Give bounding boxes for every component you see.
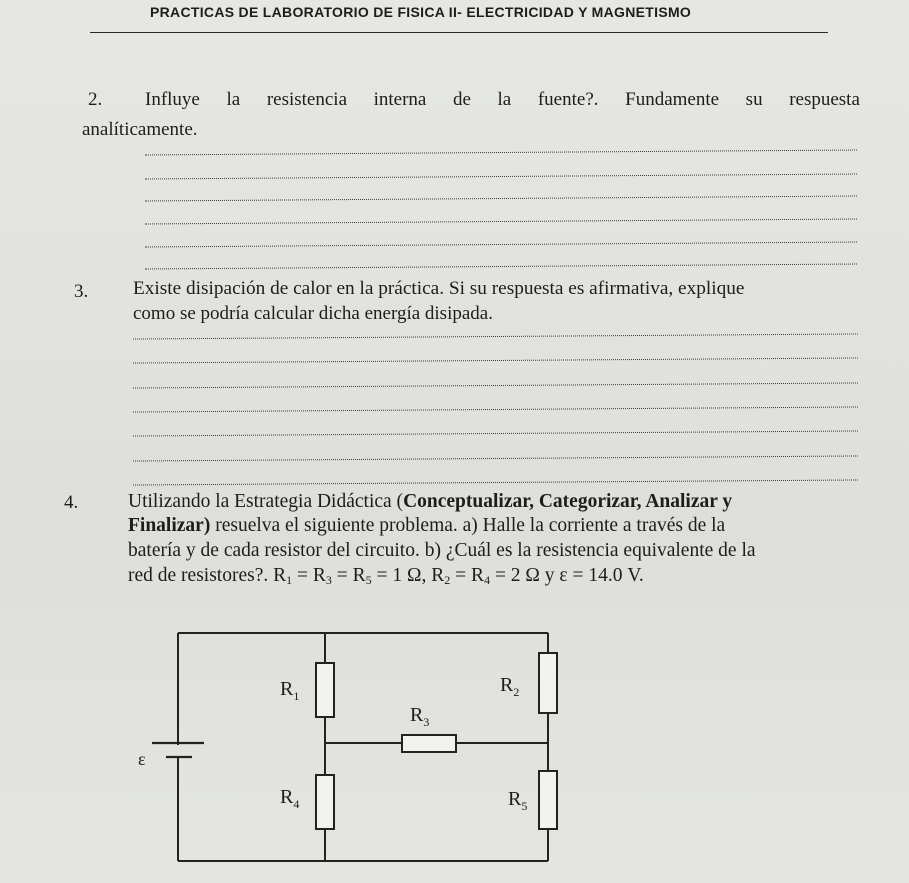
q4-text-line4 [128, 564, 644, 592]
q4-number: 4. [64, 492, 79, 513]
answer-line [133, 430, 858, 436]
label-r1: $R_1$ [280, 678, 300, 703]
page-header-title: PRACTICAS DE LABORATORIO DE FISICA II- ELECTRICIDAD Y MAGNETISMO [150, 4, 692, 20]
answer-line [133, 333, 858, 339]
circuit-diagram [130, 625, 570, 865]
label-r2: $R_2$ [500, 674, 520, 699]
q2-word: interna [373, 89, 427, 110]
resistor-r5 [539, 771, 557, 829]
q4-line2-bold: Finalizar) [128, 515, 211, 536]
resistor-r4 [316, 775, 334, 829]
label-r4: $R_4$ [280, 786, 300, 811]
q4-text-line1 [128, 490, 732, 514]
resistor-r3 [402, 735, 456, 752]
q4-text-line2 [128, 514, 725, 538]
header-rule [90, 32, 828, 33]
answer-line [133, 455, 858, 461]
resistor-r1 [316, 663, 334, 717]
q2-word: la [226, 89, 241, 110]
answer-line [145, 196, 857, 202]
answer-line [145, 242, 857, 248]
q3-text-line1: Existe disipación de calor en la práctica. Si su respuesta es afirmativa, explique [133, 278, 745, 299]
answer-line [145, 150, 857, 156]
answer-line [145, 219, 857, 225]
answer-line [145, 264, 857, 270]
answer-line [145, 174, 857, 180]
q2-word: respuesta [789, 89, 860, 110]
label-emf: ε [138, 749, 146, 769]
q4-resistor-values: $R_1 = R_3 = R_5 = 1$ Ω, $R_2 = R_4 = 2$ Ω y ε = 14.0 V. [273, 565, 644, 587]
resistor-r2 [539, 653, 557, 713]
q2-word: Influye [145, 89, 200, 110]
q2-text-line1 [145, 88, 860, 112]
answer-line [133, 357, 858, 363]
answer-line [133, 382, 858, 388]
q4-line4-pre: red de resistores?. [128, 565, 274, 586]
q4-line2-rest: resuelva el siguiente problema. a) Halle la corriente a través de la [210, 515, 726, 536]
answer-line [133, 406, 858, 412]
q4-line1-pre: Utilizando la Estrategia Didáctica ( [128, 491, 404, 512]
q2-word: la [497, 89, 512, 110]
q2-word: fuente?. [537, 89, 599, 110]
q2-word: resistencia [266, 89, 347, 110]
q4-text-line3: batería y de cada resistor del circuito. b) ¿Cuál es la resistencia equivalente de la [128, 540, 756, 561]
q2-number: 2. [88, 89, 103, 110]
q2-word: de [452, 89, 471, 110]
q2-word: su [745, 89, 763, 110]
q3-text-line2: como se podría calcular dicha energía disipada. [133, 303, 493, 324]
q2-word: Fundamente [625, 89, 720, 110]
q3-number: 3. [74, 281, 89, 302]
q4-line1-bold: Conceptualizar, Categorizar, Analizar y [403, 491, 733, 512]
answer-line [133, 479, 858, 485]
label-r5: $R_5$ [508, 788, 528, 813]
label-r3: $R_3$ [410, 704, 430, 729]
q2-text-line2: analíticamente. [82, 119, 198, 140]
